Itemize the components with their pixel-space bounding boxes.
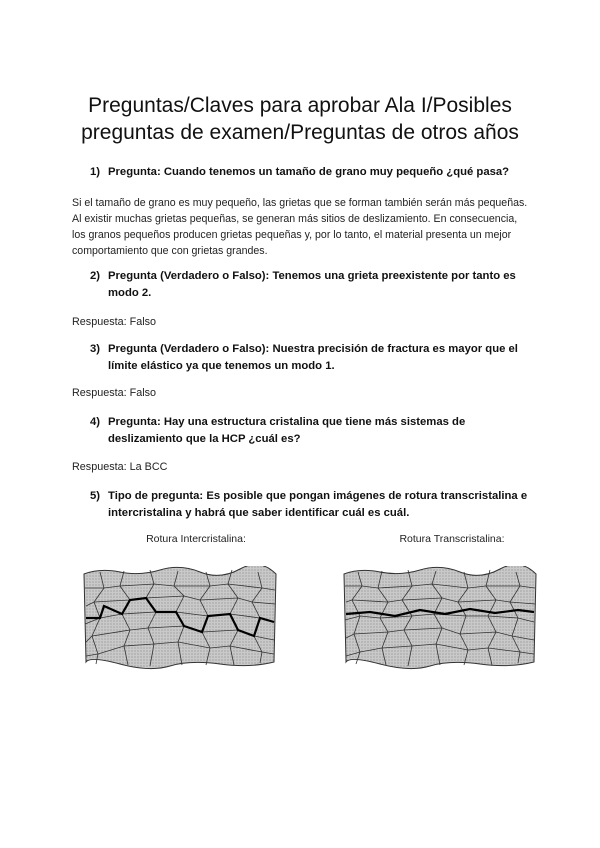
question-number: 2): [90, 270, 101, 282]
question-number: 3): [90, 343, 101, 355]
transgranular-caption: Rotura Transcristalina:: [399, 533, 505, 545]
question-5: [90, 488, 530, 522]
answer-2: Respuesta: Falso: [72, 316, 157, 328]
question-4: [90, 414, 530, 448]
page-title: Preguntas/Claves para aprobar Ala I/Posibles preguntas de examen/Preguntas de otros años: [81, 94, 519, 144]
question-number: 5): [90, 490, 101, 502]
question-number: 4): [90, 416, 101, 428]
question-text: Pregunta: Cuando tenemos un tamaño de grano muy pequeño ¿qué pasa?: [108, 166, 510, 178]
intergranular-caption: Rotura Intercristalina:: [146, 533, 246, 545]
answer-paragraph-1: Si el tamaño de grano es muy pequeño, las grietas que se forman también serán más pequeñas. Al existir muchas grietas pequeñas, se generan más sitios de deslizamiento. En consecuencia, los granos pequeños producen grietas pequeñas y, por lo tanto, el material presenta un mejor comportamiento que con grietas grandes.: [72, 197, 528, 257]
question-1: [90, 164, 530, 181]
question-text: Pregunta: Hay una estructura cristalina que tiene más sistemas de deslizamiento que la HCP ¿cuál es?: [108, 416, 466, 445]
question-text: Pregunta (Verdadero o Falso): Nuestra precisión de fractura es mayor que el límite elástico ya que tenemos un modo 1.: [108, 343, 518, 372]
question-number: 1): [90, 166, 101, 178]
question-3: [90, 341, 530, 375]
question-2: [90, 268, 530, 302]
question-text: Pregunta (Verdadero o Falso): Tenemos una grieta preexistente por tanto es modo 2.: [108, 270, 516, 299]
intergranular-fracture-image: [80, 566, 280, 670]
transgranular-fracture-image: [340, 566, 540, 670]
answer-4: Respuesta: La BCC: [72, 461, 168, 473]
question-text: Tipo de pregunta: Es posible que pongan imágenes de rotura transcristalina e intercristalina y habrá que saber identificar cuál es cuál.: [108, 490, 528, 519]
answer-3: Respuesta: Falso: [72, 387, 157, 399]
